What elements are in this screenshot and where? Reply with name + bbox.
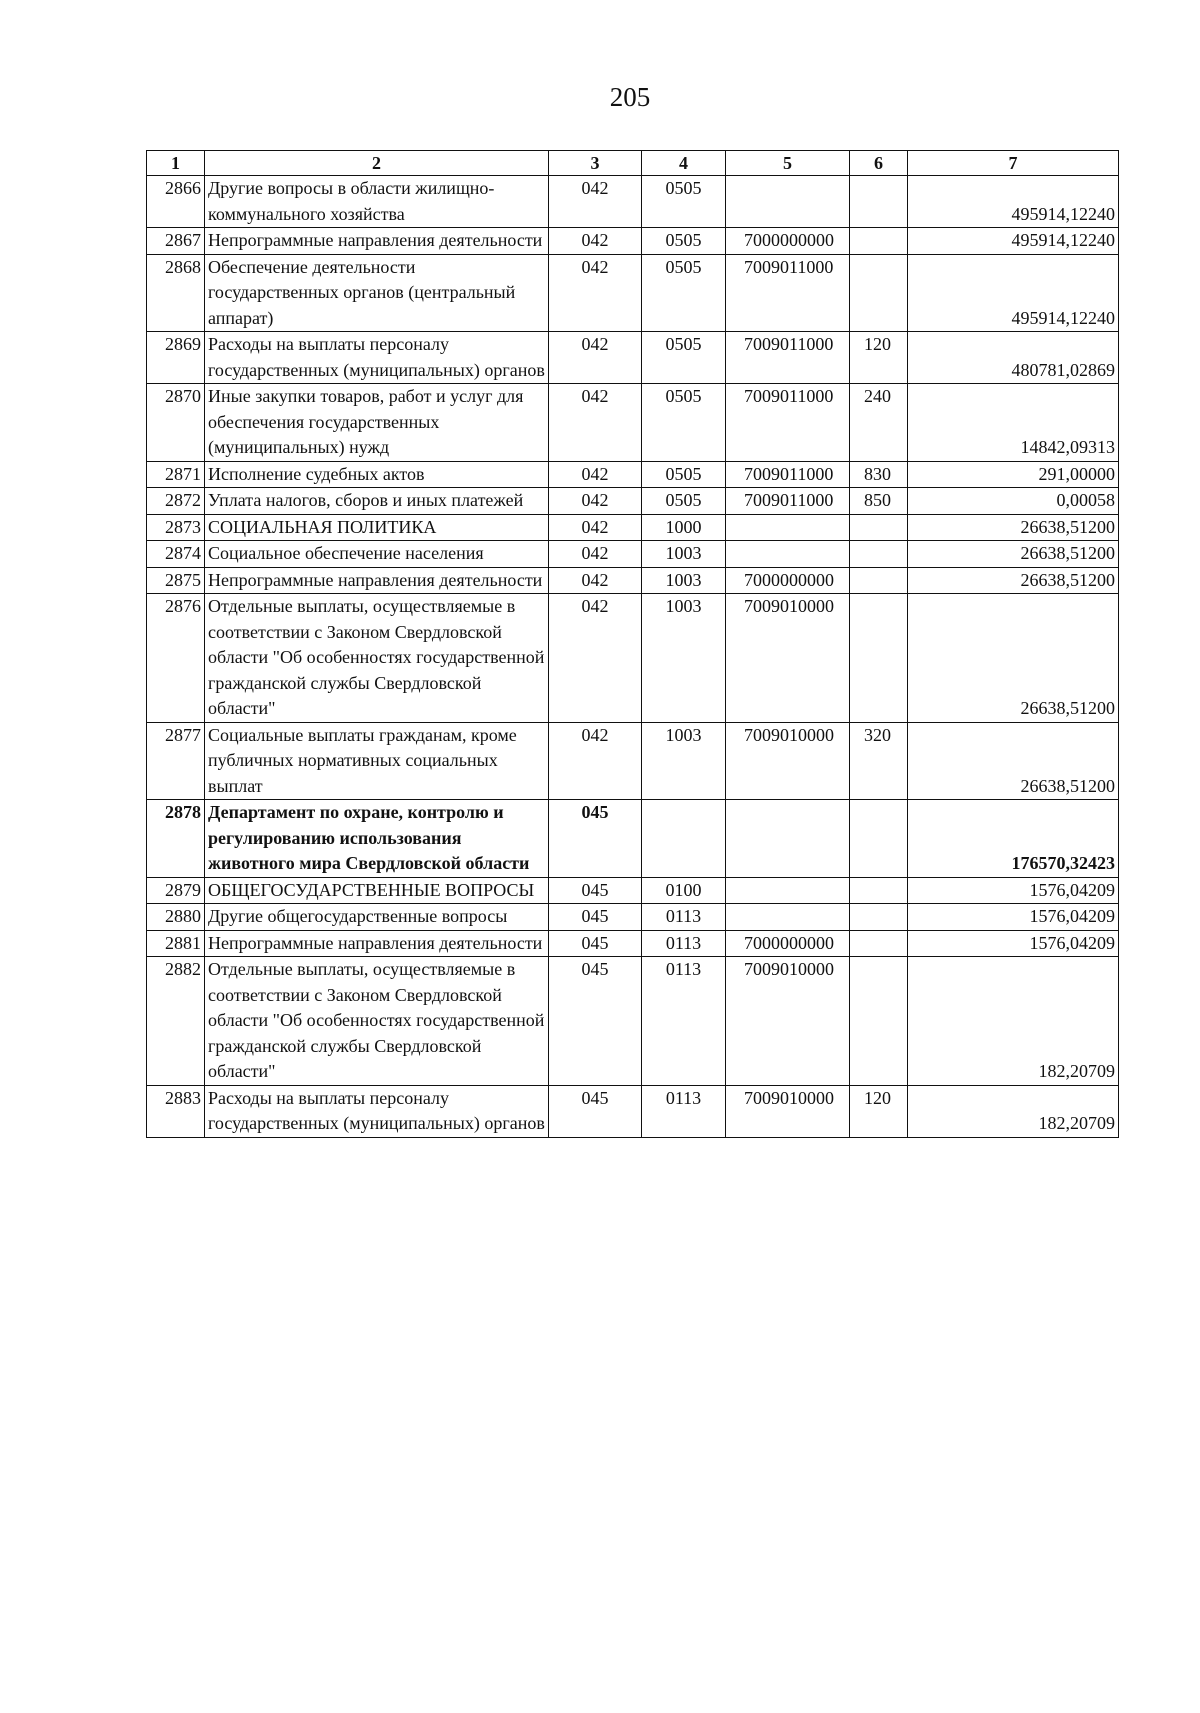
- row-name: Иные закупки товаров, работ и услуг для обеспечения государственных (муниципальных) нужд: [205, 384, 549, 462]
- row-number: 2873: [147, 514, 205, 541]
- row-amount: 182,20709: [908, 1085, 1119, 1137]
- row-number: 2880: [147, 904, 205, 931]
- row-name: Обеспечение деятельности государственных органов (центральный аппарат): [205, 254, 549, 332]
- row-name: ОБЩЕГОСУДАРСТВЕННЫЕ ВОПРОСЫ: [205, 877, 549, 904]
- row-admin-code: 042: [549, 722, 642, 800]
- budget-table: [146, 150, 1119, 1138]
- table-row: [147, 904, 1119, 931]
- row-section-code: 0505: [642, 384, 726, 462]
- row-expense-type: [850, 254, 908, 332]
- row-target-code: [726, 541, 850, 568]
- row-section-code: 1003: [642, 722, 726, 800]
- table-row: [147, 176, 1119, 228]
- table-row: [147, 384, 1119, 462]
- row-amount: 26638,51200: [908, 594, 1119, 723]
- row-amount: 495914,12240: [908, 254, 1119, 332]
- row-target-code: [726, 176, 850, 228]
- row-name: Другие общегосударственные вопросы: [205, 904, 549, 931]
- row-amount: 0,00058: [908, 488, 1119, 515]
- row-target-code: [726, 877, 850, 904]
- row-name: СОЦИАЛЬНАЯ ПОЛИТИКА: [205, 514, 549, 541]
- row-number: 2872: [147, 488, 205, 515]
- row-amount: 480781,02869: [908, 332, 1119, 384]
- row-section-code: 1003: [642, 541, 726, 568]
- row-number: 2883: [147, 1085, 205, 1137]
- row-amount: 14842,09313: [908, 384, 1119, 462]
- row-admin-code: 042: [549, 176, 642, 228]
- row-number: 2874: [147, 541, 205, 568]
- row-admin-code: 042: [549, 254, 642, 332]
- row-number: 2870: [147, 384, 205, 462]
- header-col-6: 6: [850, 151, 908, 176]
- row-number: 2871: [147, 461, 205, 488]
- table-row: [147, 228, 1119, 255]
- header-col-7: 7: [908, 151, 1119, 176]
- row-amount: 1576,04209: [908, 904, 1119, 931]
- row-number: 2876: [147, 594, 205, 723]
- row-section-code: 0505: [642, 488, 726, 515]
- row-admin-code: 042: [549, 384, 642, 462]
- table-row: [147, 332, 1119, 384]
- row-amount: 26638,51200: [908, 541, 1119, 568]
- row-admin-code: 042: [549, 541, 642, 568]
- row-section-code: 1003: [642, 594, 726, 723]
- row-target-code: [726, 514, 850, 541]
- row-target-code: 7009010000: [726, 1085, 850, 1137]
- row-admin-code: 042: [549, 461, 642, 488]
- row-expense-type: [850, 228, 908, 255]
- row-target-code: 7009011000: [726, 384, 850, 462]
- row-section-code: 0113: [642, 957, 726, 1086]
- row-section-code: 1000: [642, 514, 726, 541]
- row-amount: 26638,51200: [908, 722, 1119, 800]
- table-row: [147, 957, 1119, 1086]
- row-target-code: 7009010000: [726, 722, 850, 800]
- table-row: [147, 514, 1119, 541]
- row-section-code: 0100: [642, 877, 726, 904]
- row-amount: 291,00000: [908, 461, 1119, 488]
- row-amount: 26638,51200: [908, 514, 1119, 541]
- row-amount: 26638,51200: [908, 567, 1119, 594]
- row-section-code: 1003: [642, 567, 726, 594]
- row-expense-type: 120: [850, 332, 908, 384]
- row-number: 2869: [147, 332, 205, 384]
- row-name: Расходы на выплаты персоналу государственных (муниципальных) органов: [205, 1085, 549, 1137]
- row-name: Отдельные выплаты, осуществляемые в соответствии с Законом Свердловской области "Об особенностях государственной гражданской службы Свердловской области": [205, 594, 549, 723]
- row-admin-code: 042: [549, 228, 642, 255]
- row-name: Непрограммные направления деятельности: [205, 228, 549, 255]
- row-expense-type: 830: [850, 461, 908, 488]
- row-expense-type: [850, 541, 908, 568]
- row-name: Непрограммные направления деятельности: [205, 930, 549, 957]
- row-number: 2881: [147, 930, 205, 957]
- table-row: [147, 877, 1119, 904]
- row-section-code: 0505: [642, 332, 726, 384]
- row-expense-type: [850, 514, 908, 541]
- row-section-code: 0113: [642, 930, 726, 957]
- row-number: 2882: [147, 957, 205, 1086]
- row-expense-type: 240: [850, 384, 908, 462]
- row-section-code: 0505: [642, 176, 726, 228]
- row-admin-code: 045: [549, 930, 642, 957]
- row-section-code: 0113: [642, 1085, 726, 1137]
- row-expense-type: 320: [850, 722, 908, 800]
- row-target-code: 7000000000: [726, 930, 850, 957]
- row-expense-type: [850, 594, 908, 723]
- row-target-code: 7009011000: [726, 461, 850, 488]
- row-name: Непрограммные направления деятельности: [205, 567, 549, 594]
- row-expense-type: [850, 904, 908, 931]
- row-expense-type: 120: [850, 1085, 908, 1137]
- row-amount: 176570,32423: [908, 800, 1119, 878]
- row-target-code: 7009010000: [726, 957, 850, 1086]
- row-name: Другие вопросы в области жилищно-коммунального хозяйства: [205, 176, 549, 228]
- table-row: [147, 930, 1119, 957]
- row-expense-type: 850: [850, 488, 908, 515]
- header-col-4: 4: [642, 151, 726, 176]
- row-number: 2879: [147, 877, 205, 904]
- row-amount: 495914,12240: [908, 176, 1119, 228]
- table-row: [147, 722, 1119, 800]
- row-expense-type: [850, 567, 908, 594]
- header-col-2: 2: [205, 151, 549, 176]
- row-name: Департамент по охране, контролю и регулированию использования животного мира Свердловской области: [205, 800, 549, 878]
- table-row: [147, 254, 1119, 332]
- header-col-5: 5: [726, 151, 850, 176]
- row-expense-type: [850, 957, 908, 1086]
- row-number: 2866: [147, 176, 205, 228]
- row-section-code: [642, 800, 726, 878]
- table-row: [147, 567, 1119, 594]
- row-section-code: 0505: [642, 461, 726, 488]
- row-amount: 1576,04209: [908, 930, 1119, 957]
- row-admin-code: 042: [549, 567, 642, 594]
- row-name: Уплата налогов, сборов и иных платежей: [205, 488, 549, 515]
- table-row: [147, 1085, 1119, 1137]
- row-number: 2875: [147, 567, 205, 594]
- row-number: 2878: [147, 800, 205, 878]
- row-admin-code: 042: [549, 514, 642, 541]
- table-row: [147, 461, 1119, 488]
- row-admin-code: 042: [549, 488, 642, 515]
- row-admin-code: 045: [549, 904, 642, 931]
- row-admin-code: 042: [549, 332, 642, 384]
- row-admin-code: 045: [549, 800, 642, 878]
- page-number: 205: [609, 82, 651, 112]
- row-number: 2877: [147, 722, 205, 800]
- row-expense-type: [850, 800, 908, 878]
- row-name: Социальное обеспечение населения: [205, 541, 549, 568]
- row-section-code: 0505: [642, 228, 726, 255]
- row-target-code: 7000000000: [726, 228, 850, 255]
- row-target-code: 7000000000: [726, 567, 850, 594]
- row-admin-code: 045: [549, 877, 642, 904]
- row-admin-code: 045: [549, 957, 642, 1086]
- table-row: [147, 488, 1119, 515]
- row-number: 2867: [147, 228, 205, 255]
- table-row: [147, 541, 1119, 568]
- row-target-code: 7009011000: [726, 332, 850, 384]
- row-expense-type: [850, 176, 908, 228]
- row-target-code: [726, 800, 850, 878]
- row-target-code: [726, 904, 850, 931]
- row-target-code: 7009010000: [726, 594, 850, 723]
- header-col-3: 3: [549, 151, 642, 176]
- table-row: [147, 594, 1119, 723]
- row-target-code: 7009011000: [726, 254, 850, 332]
- row-expense-type: [850, 930, 908, 957]
- row-name: Социальные выплаты гражданам, кроме публичных нормативных социальных выплат: [205, 722, 549, 800]
- row-name: Отдельные выплаты, осуществляемые в соответствии с Законом Свердловской области "Об особенностях государственной гражданской службы Свердловской области": [205, 957, 549, 1086]
- row-admin-code: 045: [549, 1085, 642, 1137]
- row-amount: 495914,12240: [908, 228, 1119, 255]
- row-name: Расходы на выплаты персоналу государственных (муниципальных) органов: [205, 332, 549, 384]
- row-section-code: 0505: [642, 254, 726, 332]
- row-number: 2868: [147, 254, 205, 332]
- header-col-1: 1: [147, 151, 205, 176]
- table-row: [147, 800, 1119, 878]
- row-expense-type: [850, 877, 908, 904]
- row-name: Исполнение судебных актов: [205, 461, 549, 488]
- row-admin-code: 042: [549, 594, 642, 723]
- table-header-row: [147, 151, 1119, 176]
- row-amount: 182,20709: [908, 957, 1119, 1086]
- row-section-code: 0113: [642, 904, 726, 931]
- row-target-code: 7009011000: [726, 488, 850, 515]
- row-amount: 1576,04209: [908, 877, 1119, 904]
